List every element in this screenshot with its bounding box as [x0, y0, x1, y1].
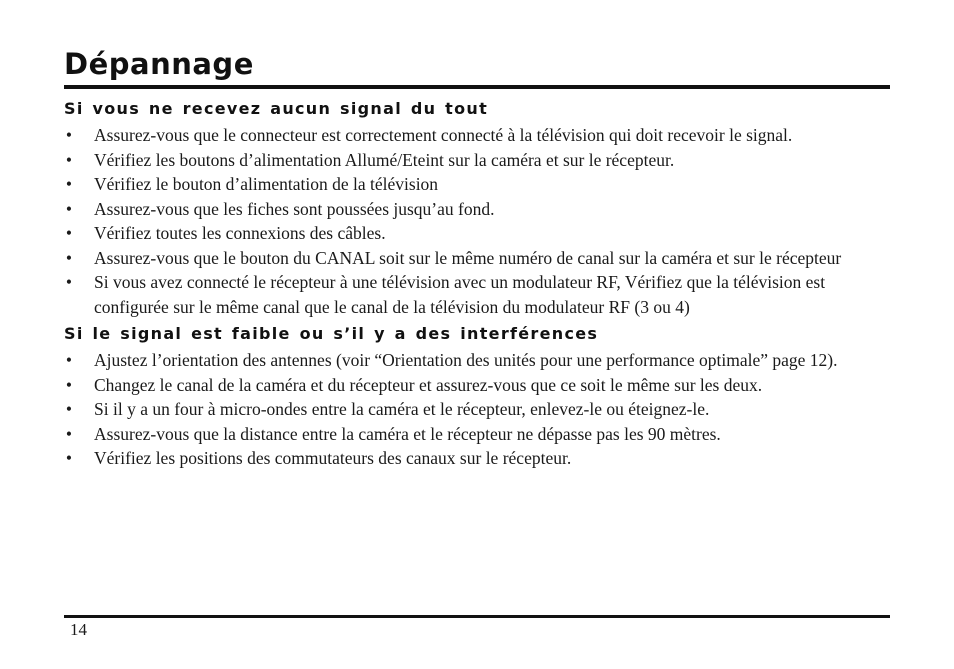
manual-page [64, 0, 890, 669]
bullet-icon: • [65, 272, 73, 292]
list-item [64, 397, 890, 422]
bullet-icon: • [65, 125, 73, 145]
list-item-text: Si vous avez connecté le récepteur à une télévision avec un modulateur RF, Vérifiez que la télévision est configurée sur le même canal que le canal de la télévision du modulateur RF (3 ou 4) [94, 272, 826, 317]
list-item [64, 373, 890, 398]
footer-rule [64, 615, 890, 618]
page-title: Dépannage [64, 47, 254, 81]
list-item [64, 348, 890, 373]
page-number: 14 [70, 620, 87, 639]
list-item-text: Vérifiez les boutons d’alimentation Allumé/Eteint sur la caméra et sur le récepteur. [94, 149, 675, 170]
bullet-icon: • [65, 423, 73, 444]
bullet-icon: • [65, 149, 73, 170]
list-item-text: Changez le canal de la caméra et du récepteur et assurez-vous que ce soit le même sur les deux. [94, 374, 763, 395]
bullet-icon: • [65, 247, 73, 268]
list-item-text: Assurez-vous que la distance entre la caméra et le récepteur ne dépasse pas les 90 mètres. [94, 423, 721, 444]
title-rule [64, 85, 890, 89]
list-item [64, 422, 890, 447]
bullet-icon: • [65, 448, 73, 468]
bullet-icon: • [65, 350, 73, 370]
list-item [64, 148, 890, 173]
list-item-text: Vérifiez toutes les connexions des câbles. [94, 223, 386, 243]
list-item-text: Si il y a un four à micro-ondes entre la caméra et le récepteur, enlevez-le ou éteignez-le. [94, 399, 710, 419]
list-item [64, 172, 890, 197]
list-item [64, 221, 890, 246]
list-item-text: Assurez-vous que le connecteur est correctement connecté à la télévision qui doit recevoir le signal. [94, 125, 793, 145]
weak-signal-list [64, 348, 890, 471]
list-item [64, 197, 890, 222]
no-signal-list [64, 123, 890, 319]
list-item-text: Assurez-vous que le bouton du CANAL soit sur le même numéro de canal sur la caméra et sur le récepteur [94, 247, 842, 268]
list-item-text: Ajustez l’orientation des antennes (voir “Orientation des unités pour une performance optimale” page 12). [94, 350, 838, 370]
list-item-text: Vérifiez le bouton d’alimentation de la télévision [94, 174, 439, 194]
bullet-icon: • [65, 223, 73, 243]
bullet-icon: • [65, 198, 73, 219]
bullet-icon: • [65, 174, 73, 194]
troubleshooting-content [64, 98, 890, 471]
list-item [64, 123, 890, 148]
list-item [64, 270, 890, 319]
list-item [64, 446, 890, 471]
list-item [64, 246, 890, 271]
section-heading-no-signal: Si vous ne recevez aucun signal du tout [64, 99, 489, 118]
list-item-text: Assurez-vous que les fiches sont poussées jusqu’au fond. [94, 198, 495, 219]
section-heading-weak-signal: Si le signal est faible ou s’il y a des interférences [64, 324, 599, 343]
bullet-icon: • [65, 399, 73, 419]
bullet-icon: • [65, 374, 73, 395]
list-item-text: Vérifiez les positions des commutateurs des canaux sur le récepteur. [94, 448, 572, 468]
